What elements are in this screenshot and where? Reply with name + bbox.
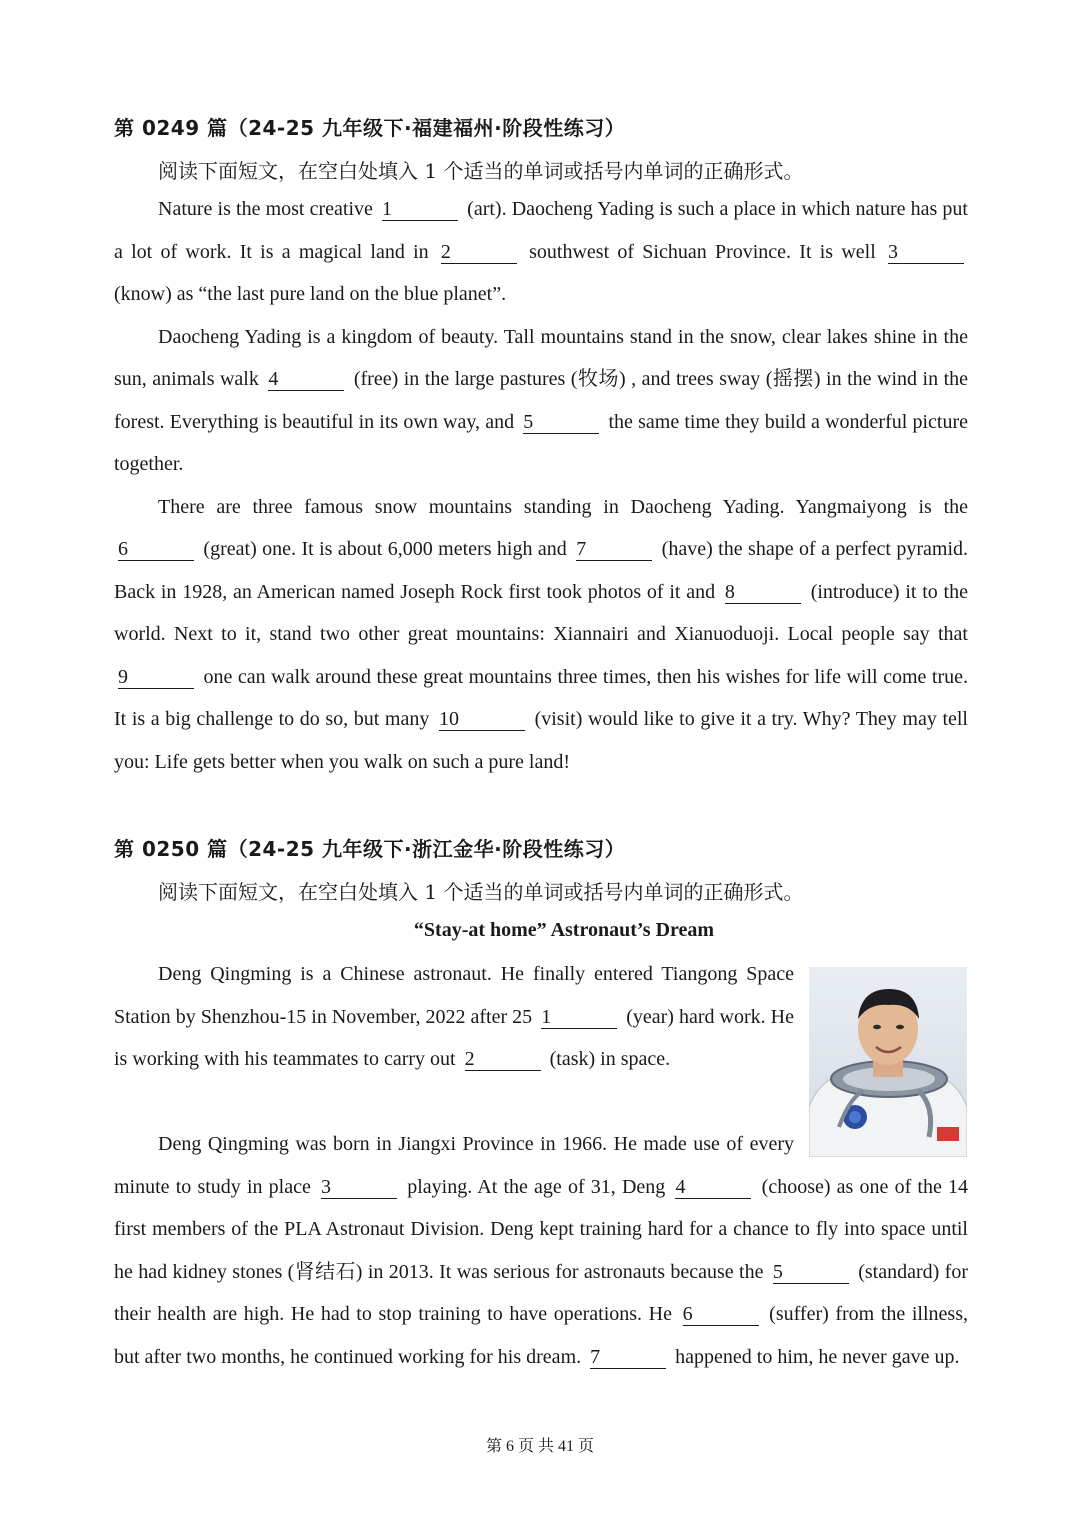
text-run: Deng Qingming is a Chinese astronaut. He finally entered Tiangong Space Station by Shenzhou-15 in November, 2022 after 25 <box>114 963 794 1028</box>
s2-blank-2[interactable]: 2 <box>465 1048 541 1071</box>
section-1-instruction: 阅读下面短文，在空白处填入 1 个适当的单词或括号内单词的正确形式。 <box>158 159 804 183</box>
blank-6[interactable]: 6 <box>118 538 194 561</box>
text-run: (great) one. It is about 6,000 meters high and <box>198 538 573 560</box>
blank-9[interactable]: 9 <box>118 666 194 689</box>
section-1-title: （24-25 九年级下·福建福州·阶段性练习） <box>227 116 626 140</box>
text-run: (task) in space. <box>544 1048 671 1070</box>
text-run: one can walk around these great mountains three times, then his wishes for life will come true. It is a big challenge to do so, but many <box>114 665 968 730</box>
blank-10[interactable]: 10 <box>439 708 525 731</box>
s2-blank-1[interactable]: 1 <box>541 1006 617 1029</box>
page-footer: 第 6 页 共 41 页 <box>485 1438 594 1455</box>
blank-7[interactable]: 7 <box>576 538 652 561</box>
text-run: (year) hard work. He is working with his teammates to carry out <box>114 1005 794 1070</box>
text-run: Nature is the most creative <box>158 198 379 220</box>
s2-blank-4[interactable]: 4 <box>675 1176 751 1199</box>
text-run: Daocheng Yading is a kingdom of beauty. Tall mountains stand in the snow, clear lakes shine in the sun, animals walk <box>114 325 968 390</box>
text-run: (free) in the large pastures (牧场) , and trees sway (摇摆) in the wind in the forest. Everything is beautiful in its own way, and <box>114 368 968 433</box>
text-run: (know) as “the last pure land on the blue planet”. <box>114 283 507 305</box>
section-2-heading <box>114 833 625 862</box>
s2-blank-3[interactable]: 3 <box>321 1176 397 1199</box>
text-run: (visit) would like to give it a try. Why? They may tell you: Life gets better when you walk on such a pure land! <box>114 708 968 773</box>
photo-wrap-spacer <box>794 1123 968 1165</box>
text-run: playing. At the age of 31, Deng <box>401 1175 672 1198</box>
section-1-heading <box>114 112 625 141</box>
text-run: (introduce) it to the world. Next to it, stand two other great mountains: Xiannairi and Xianuoduoji. Local people say that <box>114 580 968 645</box>
section-2-passage-top <box>114 953 794 1081</box>
section-2-instruction: 阅读下面短文，在空白处填入 1 个适当的单词或括号内单词的正确形式。 <box>158 880 804 904</box>
text-run: (standard) for their health are high. He had to stop training to have operations. He <box>114 1260 968 1325</box>
blank-8[interactable]: 8 <box>725 581 801 604</box>
paragraph <box>114 1123 968 1378</box>
text-run: the same time they build a wonderful picture together. <box>114 410 968 475</box>
blank-2[interactable]: 2 <box>441 241 517 264</box>
article-title: “Stay-at home” Astronaut’s Dream <box>413 919 715 941</box>
s2-blank-6[interactable]: 6 <box>683 1303 759 1326</box>
text-run: southwest of Sichuan Province. It is well <box>520 240 884 263</box>
paragraph <box>114 953 794 1081</box>
paragraph <box>114 188 968 316</box>
paragraph <box>114 316 968 486</box>
blank-5[interactable]: 5 <box>523 411 599 434</box>
s2-blank-7[interactable]: 7 <box>590 1346 666 1369</box>
section-2-number: 第 0250 篇 <box>114 837 228 861</box>
paragraph <box>114 486 968 784</box>
text-run: (suffer) from the illness, but after two months, he continued working for his dream. <box>114 1303 968 1368</box>
section-2-passage-bottom <box>114 1123 968 1378</box>
blank-4[interactable]: 4 <box>268 368 344 391</box>
text-run: Deng Qingming was born in Jiangxi Province in 1966. He made use of every minute to study in place <box>114 1133 794 1198</box>
blank-3[interactable]: 3 <box>888 241 964 264</box>
text-run: (have) the shape of a perfect pyramid. Back in 1928, an American named Joseph Rock first took photos of it and <box>114 538 968 603</box>
section-2-title: （24-25 九年级下·浙江金华·阶段性练习） <box>227 837 626 861</box>
text-run: (choose) as one of the 14 first members of the PLA Astronaut Division. Deng kept training hard for a chance to fly into space until he had kidney stones (肾结石) in 2013. It was serious for astronauts because the <box>114 1175 968 1283</box>
blank-1[interactable]: 1 <box>382 198 458 221</box>
section-1-number: 第 0249 篇 <box>114 116 228 140</box>
text-run: There are three famous snow mountains standing in Daocheng Yading. Yangmaiyong is the <box>158 495 968 518</box>
text-run: (art). Daocheng Yading is such a place in which nature has put a lot of work. It is a magical land in <box>114 198 968 263</box>
section-1-passage <box>114 188 968 783</box>
text-run: happened to him, he never gave up. <box>670 1345 960 1368</box>
s2-blank-5[interactable]: 5 <box>773 1261 849 1284</box>
